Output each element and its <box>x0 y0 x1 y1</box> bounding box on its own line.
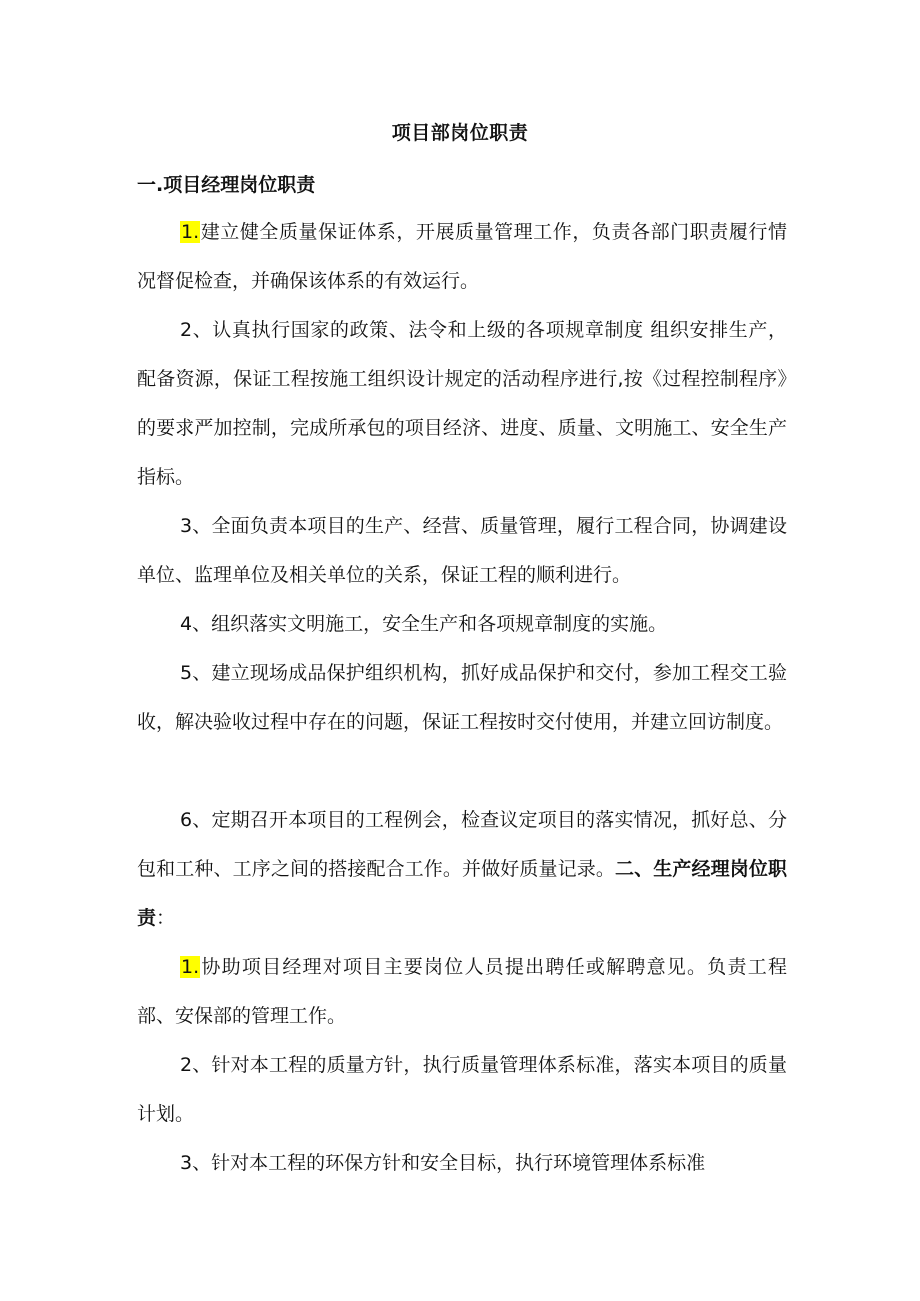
section-2-item-1 <box>137 943 787 1041</box>
document-title: 项目部岗位职责 <box>391 122 529 144</box>
section-2-item-2: 2、针对本工程的质量方针，执行质量管理体系标准，落实本项目的质量计划。 <box>137 1054 787 1125</box>
section-1-item-4: 4、组织落实文明施工，安全生产和各项规章制度的实施。 <box>180 613 668 635</box>
section-1-item-2: 2、认真执行国家的政策、法令和上级的各项规章制度 组织安排生产，配备资源，保证工程按施工组织设计规定的活动程序进行,按《过程控制程序》的要求严加控制，完成所承包的项目经济、进度、质量、文明施工、安全生产指标。 <box>137 319 787 488</box>
section-2-heading: 二、生产经理岗位职责 <box>137 858 787 929</box>
section-1-item-3: 3、全面负责本项目的生产、经营、质量管理，履行工程合同，协调建设单位、监理单位及相关单位的关系，保证工程的顺利进行。 <box>137 515 787 586</box>
section-1-heading: 一.项目经理岗位职责 <box>137 174 316 196</box>
item-text: 建立健全质量保证体系，开展质量管理工作，负责各部门职责履行情况督促检查，并确保该体系的有效运行。 <box>137 221 787 292</box>
highlighted-number: 1. <box>181 221 200 243</box>
section-1-item-1 <box>137 208 787 306</box>
section-2-item-3: 3、针对本工程的环保方针和安全目标，执行环境管理体系标准 <box>180 1152 706 1174</box>
section-1-item-5: 5、建立现场成品保护组织机构，抓好成品保护和交付，参加工程交工验收，解决验收过程中存在的问题，保证工程按时交付使用，并建立回访制度。 <box>137 662 787 733</box>
section-1-item-6 <box>137 796 787 943</box>
item-text: 协助项目经理对项目主要岗位人员提出聘任或解聘意见。负责工程部、安保部的管理工作。 <box>137 956 787 1027</box>
section-2-heading-suffix: ： <box>156 907 176 929</box>
highlighted-number: 1. <box>181 956 200 978</box>
item-text: 6、定期召开本项目的工程例会，检查议定项目的落实情况，抓好总、分包和工种、工序之间的搭接配合工作。并做好质量记录。 <box>137 809 787 880</box>
